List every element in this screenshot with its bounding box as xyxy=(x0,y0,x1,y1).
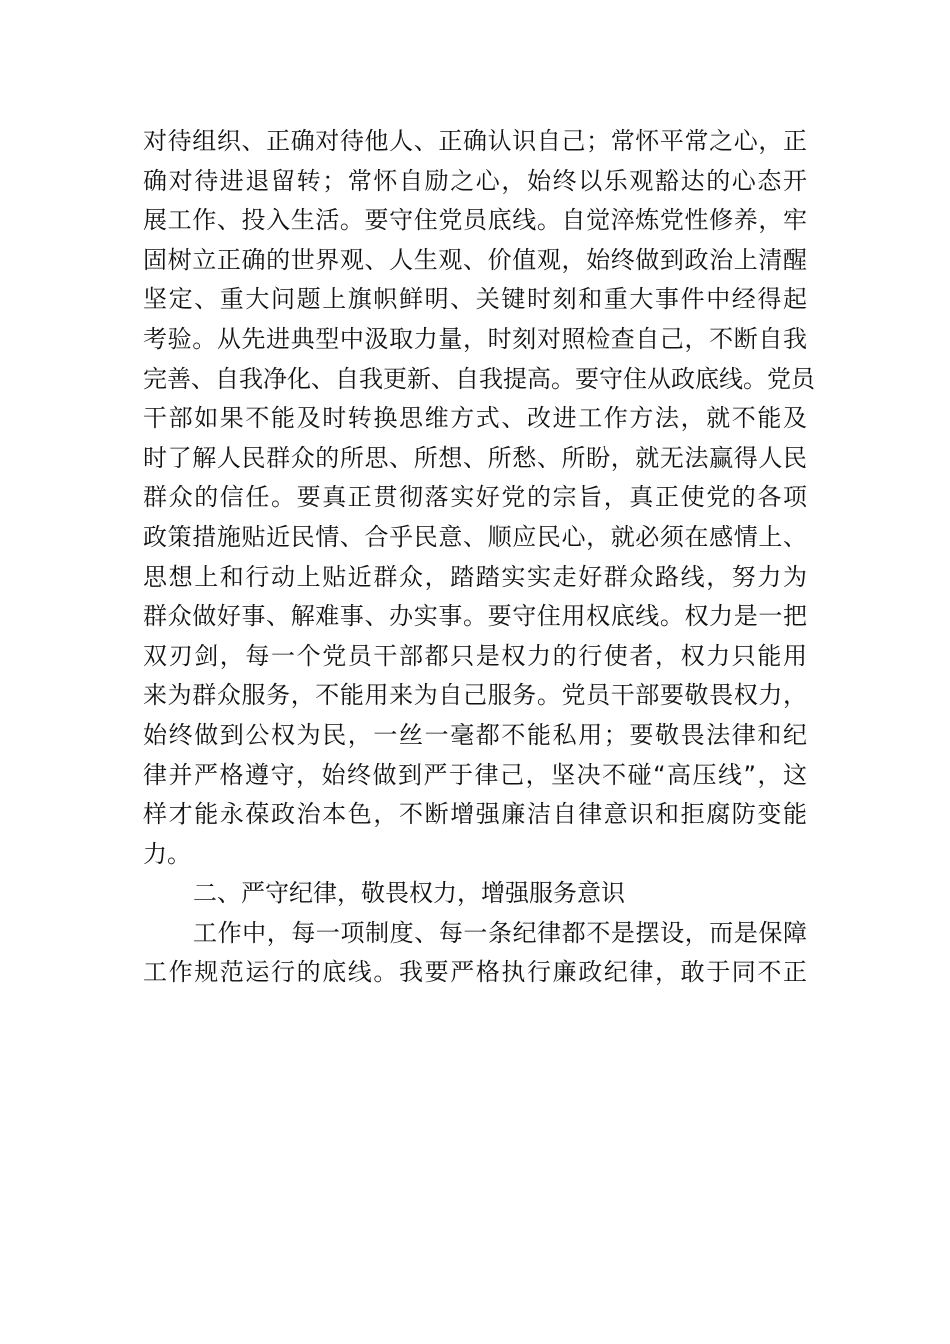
document-page xyxy=(143,122,815,993)
text-line: 工作中，每一项制度、每一条纪律都不是摆设，而是保障 xyxy=(193,918,807,947)
paragraph-1 xyxy=(143,122,815,874)
text-line: 完善、自我净化、自我更新、自我提高。要守住从政底线。党员 xyxy=(143,364,815,393)
text-line: 始终做到公权为民，一丝一毫都不能私用；要敬畏法律和纪 xyxy=(143,720,807,749)
text-line: 工作规范运行的底线。我要严格执行廉政纪律，敢于同不正 xyxy=(143,958,807,987)
text-line: 思想上和行动上贴近群众，踏踏实实走好群众路线，努力为 xyxy=(143,562,807,591)
text-line: 律并严格遵守，始终做到严于律己，坚决不碰“高压线”，这 xyxy=(143,760,807,789)
text-line: 干部如果不能及时转换思维方式、改进工作方法，就不能及 xyxy=(143,404,807,433)
text-line: 双刃剑，每一个党员干部都只是权力的行使者，权力只能用 xyxy=(143,641,807,670)
text-line: 时了解人民群众的所思、所想、所愁、所盼，就无法赢得人民 xyxy=(143,443,807,472)
text-line: 力。 xyxy=(143,839,191,868)
text-line: 固树立正确的世界观、人生观、价值观，始终做到政治上清醒 xyxy=(143,245,807,274)
text-line: 考验。从先进典型中汲取力量，时刻对照检查自己，不断自我 xyxy=(143,324,807,353)
text-line: 群众做好事、解难事、办实事。要守住用权底线。权力是一把 xyxy=(143,602,807,631)
text-line: 样才能永葆政治本色，不断增强廉洁自律意识和拒腐防变能 xyxy=(143,800,807,829)
section-heading: 二、严守纪律，敬畏权力，增强服务意识 xyxy=(193,879,625,908)
text-line: 政策措施贴近民情、合乎民意、顺应民心，就必须在感情上、 xyxy=(143,522,807,551)
paragraph-2 xyxy=(143,914,807,993)
text-line: 确对待进退留转；常怀自励之心，始终以乐观豁达的心态开 xyxy=(143,166,807,195)
text-line: 群众的信任。要真正贯彻落实好党的宗旨，真正使党的各项 xyxy=(143,483,807,512)
text-line: 展工作、投入生活。要守住党员底线。自觉淬炼党性修养，牢 xyxy=(143,206,807,235)
text-line: 来为群众服务，不能用来为自己服务。党员干部要敬畏权力， xyxy=(143,681,807,710)
text-line: 坚定、重大问题上旗帜鲜明、关键时刻和重大事件中经得起 xyxy=(143,285,807,314)
text-line: 对待组织、正确对待他人、正确认识自己；常怀平常之心，正 xyxy=(143,127,807,155)
